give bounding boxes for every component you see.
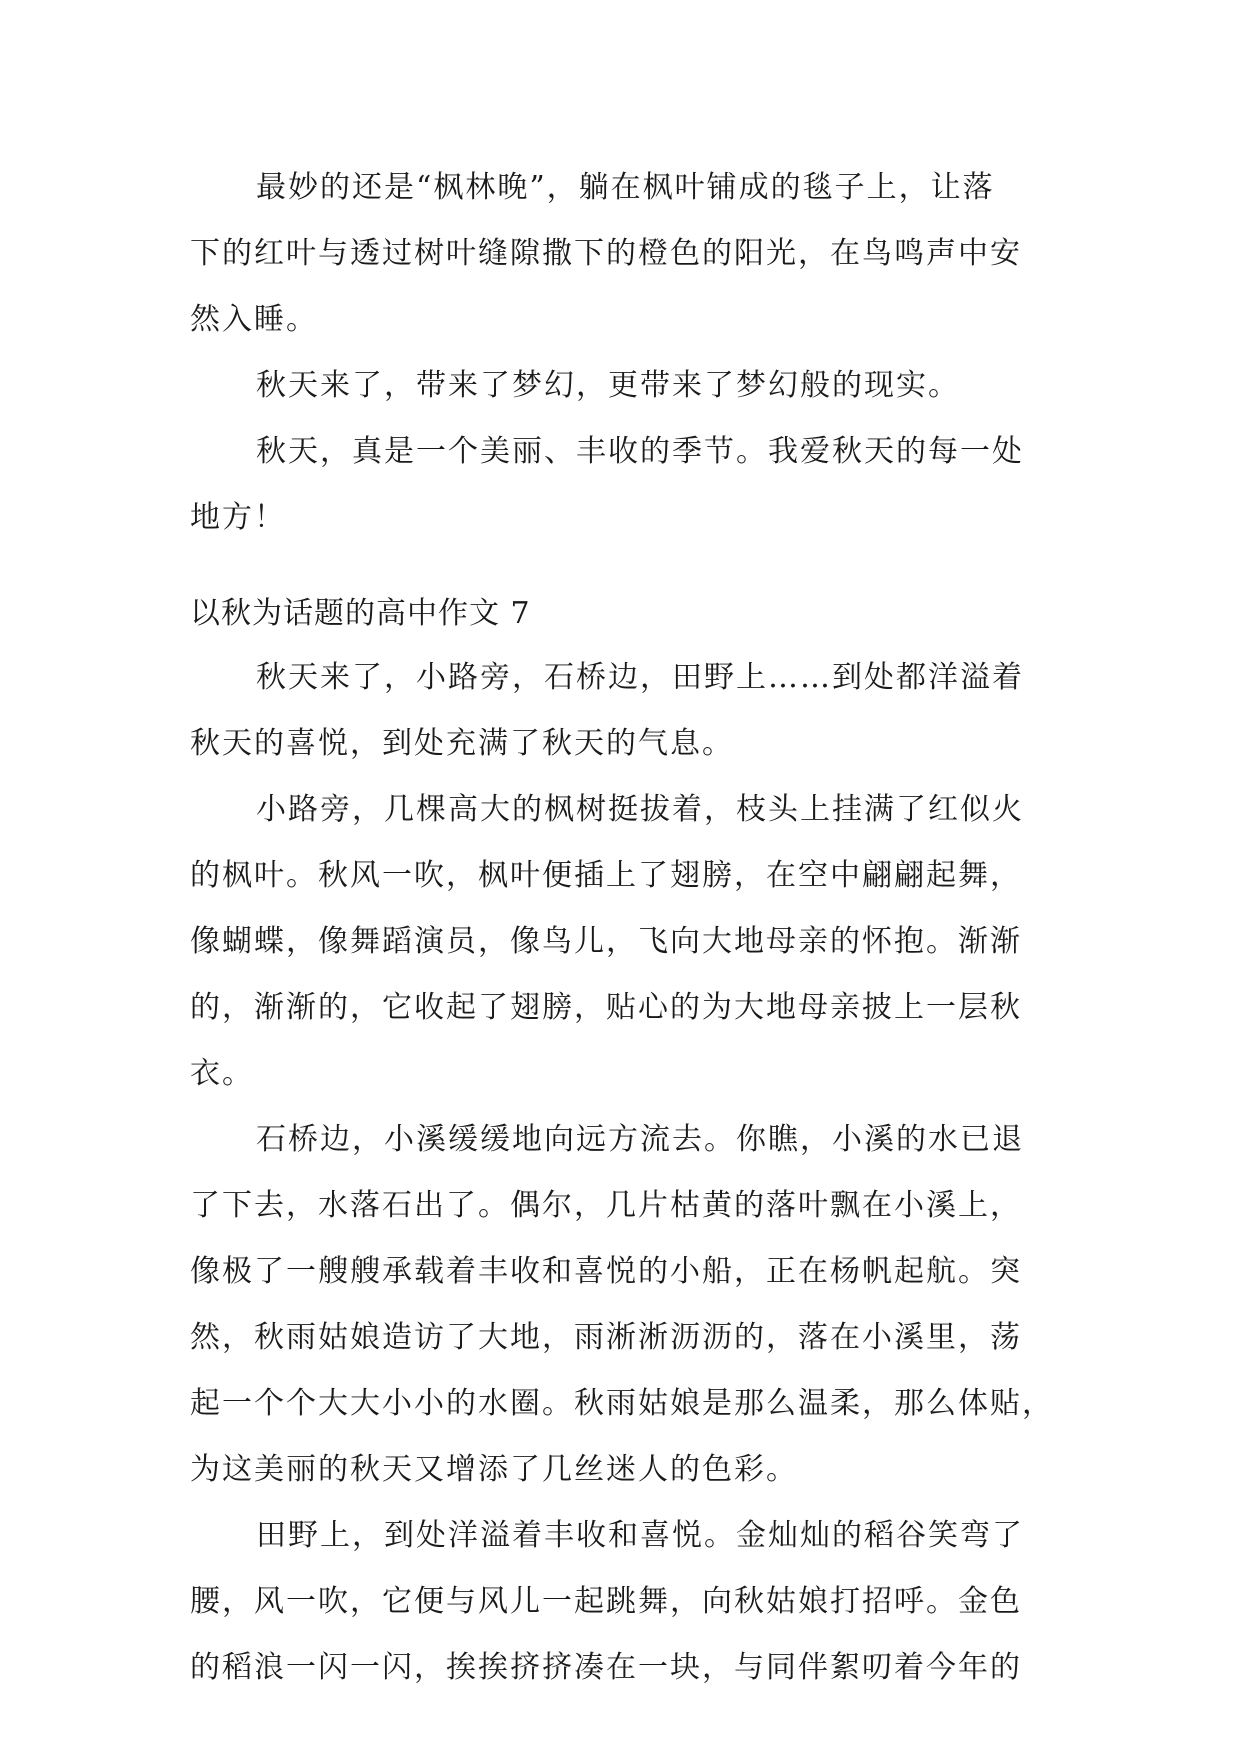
section-heading: 以秋为话题的高中作文 7 [190,596,531,631]
paragraph-line: 像极了一艘艘承载着丰收和喜悦的小船，正在杨帆起航。突 [190,1254,1022,1289]
paragraph-line: 秋天来了，小路旁，石桥边，田野上……到处都洋溢着 [256,660,1024,695]
paragraph-line: 起一个个大大小小的水圈。秋雨姑娘是那么温柔，那么体贴， [190,1386,1054,1421]
paragraph-line: 地方！ [190,500,286,535]
paragraph-line: 下的红叶与透过树叶缝隙撒下的橙色的阳光，在鸟鸣声中安 [190,236,1022,271]
paragraph-line: 的稻浪一闪一闪，挨挨挤挤凑在一块，与同伴絮叨着今年的 [190,1650,1022,1685]
paragraph-line: 最妙的还是“枫林晚”，躺在枫叶铺成的毯子上，让落 [256,170,995,205]
paragraph-line: 然，秋雨姑娘造访了大地，雨淅淅沥沥的，落在小溪里，荡 [190,1320,1022,1355]
paragraph-line: 石桥边，小溪缓缓地向远方流去。你瞧，小溪的水已退 [256,1122,1024,1157]
paragraph-line: 小路旁，几棵高大的枫树挺拔着，枝头上挂满了红似火 [256,792,1024,827]
paragraph-line: 为这美丽的秋天又增添了几丝迷人的色彩。 [190,1452,798,1487]
paragraph-line: 田野上，到处洋溢着丰收和喜悦。金灿灿的稻谷笑弯了 [256,1518,1024,1553]
paragraph-line: 的枫叶。秋风一吹，枫叶便插上了翅膀，在空中翩翩起舞， [190,858,1022,893]
paragraph-line: 腰，风一吹，它便与风儿一起跳舞，向秋姑娘打招呼。金色 [190,1584,1022,1619]
paragraph-line: 秋天，真是一个美丽、丰收的季节。我爱秋天的每一处 [256,434,1024,469]
paragraph-line: 像蝴蝶，像舞蹈演员，像鸟儿，飞向大地母亲的怀抱。渐渐 [190,924,1022,959]
paragraph-line: 衣。 [190,1056,254,1091]
paragraph-line: 秋天来了，带来了梦幻，更带来了梦幻般的现实。 [256,368,960,403]
paragraph-line: 秋天的喜悦，到处充满了秋天的气息。 [190,726,734,761]
paragraph-line: 然入睡。 [190,302,318,337]
paragraph-line: 的，渐渐的，它收起了翅膀，贴心的为大地母亲披上一层秋 [190,990,1022,1025]
paragraph-line: 了下去，水落石出了。偶尔，几片枯黄的落叶飘在小溪上， [190,1188,1022,1223]
